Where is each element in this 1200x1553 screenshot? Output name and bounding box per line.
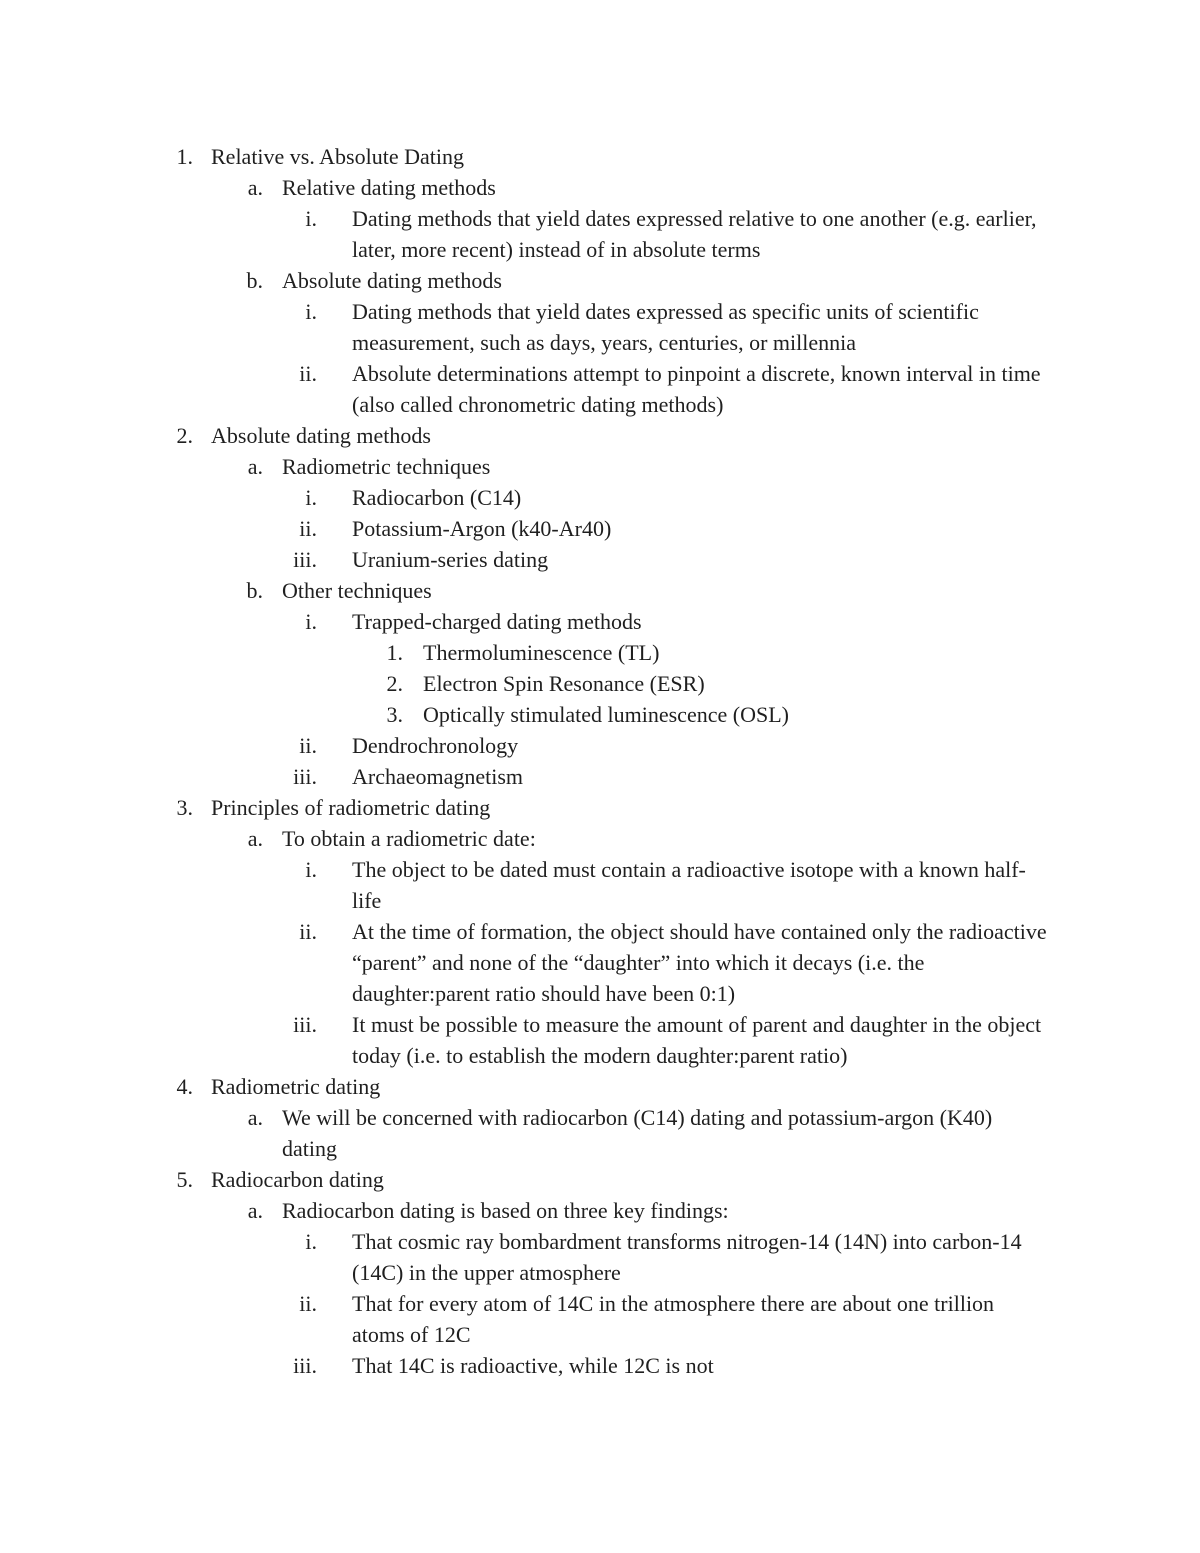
outline-marker: i. [305,485,317,510]
outline-item [0,606,1200,637]
outline-text: Absolute dating methods [282,268,502,293]
outline-marker: ii. [299,1291,317,1316]
outline-text: Relative vs. Absolute Dating [211,144,464,169]
outline-item [0,575,1200,606]
outline-marker: 3. [176,795,193,820]
outline-item [0,1164,1200,1195]
outline-text: That 14C is radioactive, while 12C is not [352,1353,714,1378]
outline-text: Radiocarbon (C14) [352,485,522,510]
outline-text: Archaeomagnetism [352,764,524,789]
outline-marker: 1. [386,640,403,665]
outline-item [0,358,1200,420]
outline-marker: 5. [176,1167,193,1192]
outline-text: Absolute dating methods [211,423,431,448]
outline-marker: 1. [176,144,193,169]
outline-text: Other techniques [282,578,432,603]
outline-item [0,792,1200,823]
outline-item [0,916,1200,1009]
outline-text: Radiometric dating [211,1074,381,1099]
outline-item [0,513,1200,544]
outline-text: It must be possible to measure the amount of parent and daughter in the object today (i.e. to establish the modern daughter:parent ratio) [352,1012,1042,1068]
outline-marker: a. [247,175,263,200]
outline-marker: ii. [299,919,317,944]
outline-marker: ii. [299,516,317,541]
outline-item [0,141,1200,172]
outline-marker: iii. [293,1012,317,1037]
outline-item [0,1288,1200,1350]
outline-marker: a. [247,826,263,851]
outline-item [0,668,1200,699]
outline-item [0,730,1200,761]
outline-text: Absolute determinations attempt to pinpoint a discrete, known interval in time (also called chronometric dating methods) [352,361,1041,417]
document-outline [0,141,1200,1381]
outline-marker: b. [246,268,263,293]
outline-text: Electron Spin Resonance (ESR) [423,671,705,696]
outline-item [0,761,1200,792]
outline-item [0,1195,1200,1226]
outline-text: Relative dating methods [282,175,496,200]
outline-marker: iii. [293,547,317,572]
outline-item [0,172,1200,203]
outline-item [0,265,1200,296]
outline-text: Uranium-series dating [352,547,549,572]
outline-item [0,1102,1200,1164]
outline-text: Radiometric techniques [282,454,491,479]
outline-marker: iii. [293,1353,317,1378]
outline-item [0,854,1200,916]
outline-item [0,1009,1200,1071]
outline-marker: b. [246,578,263,603]
outline-marker: 4. [176,1074,193,1099]
outline-item [0,1071,1200,1102]
outline-marker: i. [305,857,317,882]
outline-text: We will be concerned with radiocarbon (C14) dating and potassium-argon (K40) dating [282,1105,993,1161]
outline-item [0,420,1200,451]
outline-marker: a. [247,454,263,479]
outline-text: That for every atom of 14C in the atmosphere there are about one trillion atoms of 12C [352,1291,995,1347]
outline-item [0,451,1200,482]
outline-text: Radiocarbon dating is based on three key findings: [282,1198,729,1223]
outline-marker: 2. [176,423,193,448]
outline-marker: i. [305,299,317,324]
outline-marker: 3. [386,702,403,727]
outline-marker: ii. [299,361,317,386]
outline-marker: i. [305,206,317,231]
outline-item [0,699,1200,730]
outline-text: To obtain a radiometric date: [282,826,536,851]
outline-text: The object to be dated must contain a radioactive isotope with a known half-life [352,857,1026,913]
outline-marker: 2. [386,671,403,696]
outline-text: Optically stimulated luminescence (OSL) [423,702,789,727]
outline-item [0,296,1200,358]
outline-text: Principles of radiometric dating [211,795,491,820]
outline-item [0,1226,1200,1288]
outline-text: Radiocarbon dating [211,1167,384,1192]
outline-text: Trapped-charged dating methods [352,609,642,634]
outline-marker: a. [247,1105,263,1130]
outline-item [0,1350,1200,1381]
outline-marker: i. [305,609,317,634]
outline-marker: iii. [293,764,317,789]
outline-marker: ii. [299,733,317,758]
outline-item [0,637,1200,668]
outline-item [0,482,1200,513]
outline-text: That cosmic ray bombardment transforms nitrogen-14 (14N) into carbon-14 (14C) in the upper atmosphere [352,1229,1022,1285]
outline-text: Thermoluminescence (TL) [423,640,660,665]
outline-text: Dating methods that yield dates expressed as specific units of scientific measurement, such as days, years, centuries, or millennia [352,299,979,355]
outline-marker: i. [305,1229,317,1254]
outline-text: At the time of formation, the object should have contained only the radioactive “parent” and none of the “daughter” into which it decays (i.e. the daughter:parent ratio should have been 0:1) [352,919,1047,1006]
outline-marker: a. [247,1198,263,1223]
outline-item [0,203,1200,265]
outline-text: Potassium-Argon (k40-Ar40) [352,516,612,541]
outline-text: Dating methods that yield dates expressed relative to one another (e.g. earlier, later, more recent) instead of in absolute terms [352,206,1037,262]
outline-item [0,544,1200,575]
outline-item [0,823,1200,854]
outline-text: Dendrochronology [352,733,519,758]
